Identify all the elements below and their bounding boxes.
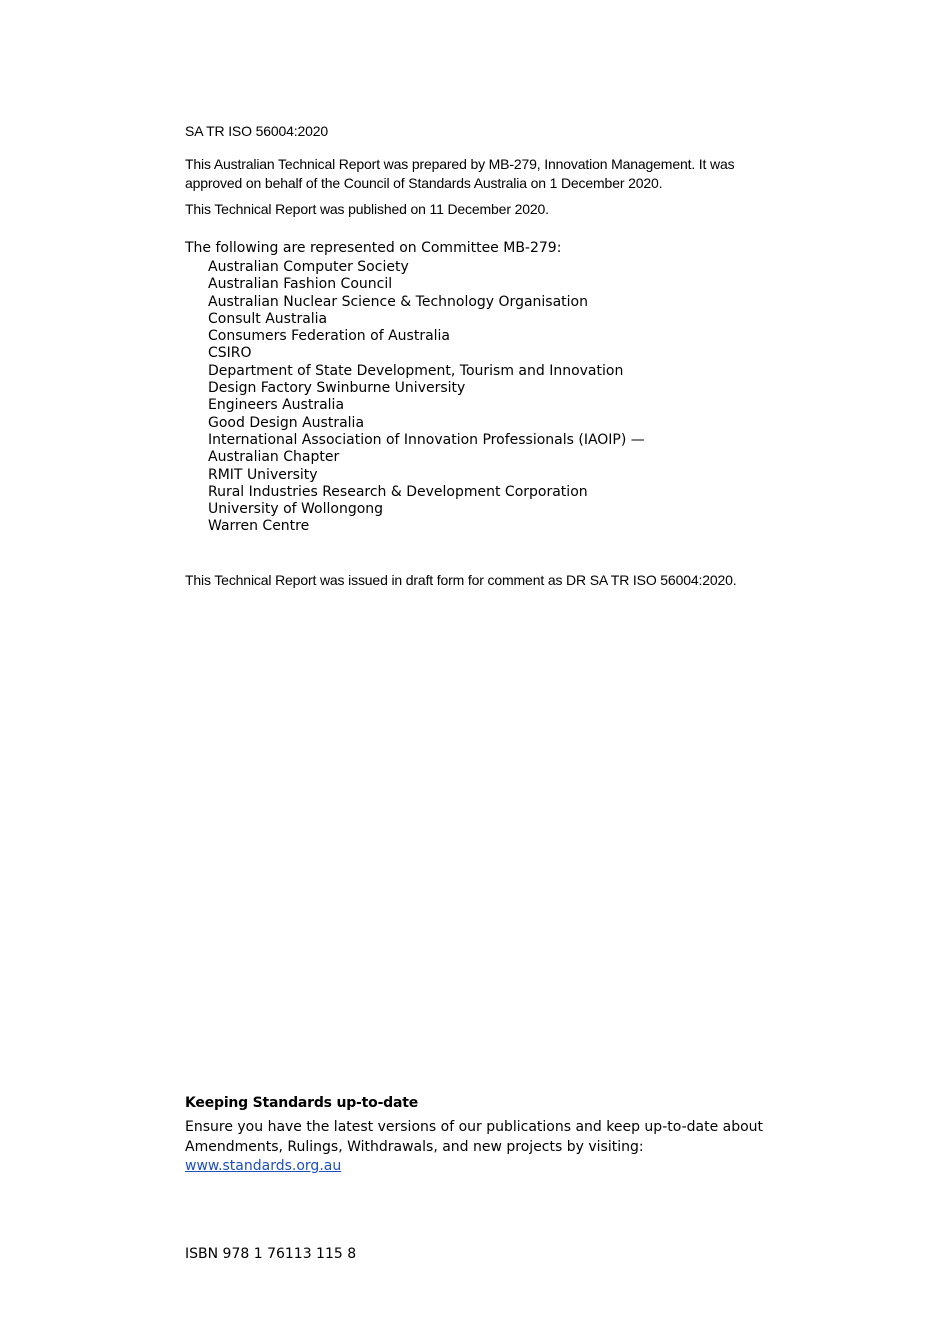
committee-member: Australian Nuclear Science & Technology Organisation — [208, 293, 588, 310]
standards-website-link[interactable]: www.standards.org.au — [185, 1158, 342, 1174]
committee-member: Consumers Federation of Australia — [208, 328, 451, 345]
committee-member: Rural Industries Research & Development Corporation — [208, 483, 588, 500]
committee-member: University of Wollongong — [208, 501, 384, 518]
committee-member: Department of State Development, Tourism and Innovation — [208, 362, 624, 379]
committee-member: International Association of Innovation Professionals (IAOIP) — — [208, 431, 645, 448]
committee-member: Engineers Australia — [208, 397, 345, 414]
preparation-statement: This Australian Technical Report was prepared by MB-279, Innovation Management. It was approved on behalf of the Council of Standards Australia on 1 December 2020. — [185, 156, 735, 191]
keeping-up-to-date-body — [185, 1118, 785, 1177]
committee-member: RMIT University — [208, 466, 318, 483]
committee-member: Consult Australia — [208, 310, 328, 327]
committee-member: Warren Centre — [208, 518, 310, 535]
document-code: SA TR ISO 56004:2020 — [185, 123, 329, 139]
committee-member: Australian Fashion Council — [208, 276, 393, 293]
keeping-up-to-date-heading: Keeping Standards up-to-date — [185, 1095, 419, 1111]
publication-statement: This Technical Report was published on 11 December 2020. — [185, 201, 549, 217]
committee-member: CSIRO — [208, 345, 252, 362]
keeping-up-to-date-text: Ensure you have the latest versions of our publications and keep up-to-date about Amendments, Rulings, Withdrawals, and new projects by visiting: — [185, 1119, 764, 1155]
committee-member: Australian Chapter — [208, 449, 340, 466]
isbn-number: ISBN 978 1 76113 115 8 — [185, 1246, 357, 1262]
committee-intro: The following are represented on Committee MB-279: — [185, 240, 562, 256]
committee-member: Design Factory Swinburne University — [208, 380, 466, 397]
committee-member: Australian Computer Society — [208, 259, 409, 275]
draft-statement: This Technical Report was issued in draft form for comment as DR SA TR ISO 56004:2020. — [185, 572, 737, 588]
committee-member-list — [208, 259, 645, 536]
committee-member: Good Design Australia — [208, 414, 365, 431]
